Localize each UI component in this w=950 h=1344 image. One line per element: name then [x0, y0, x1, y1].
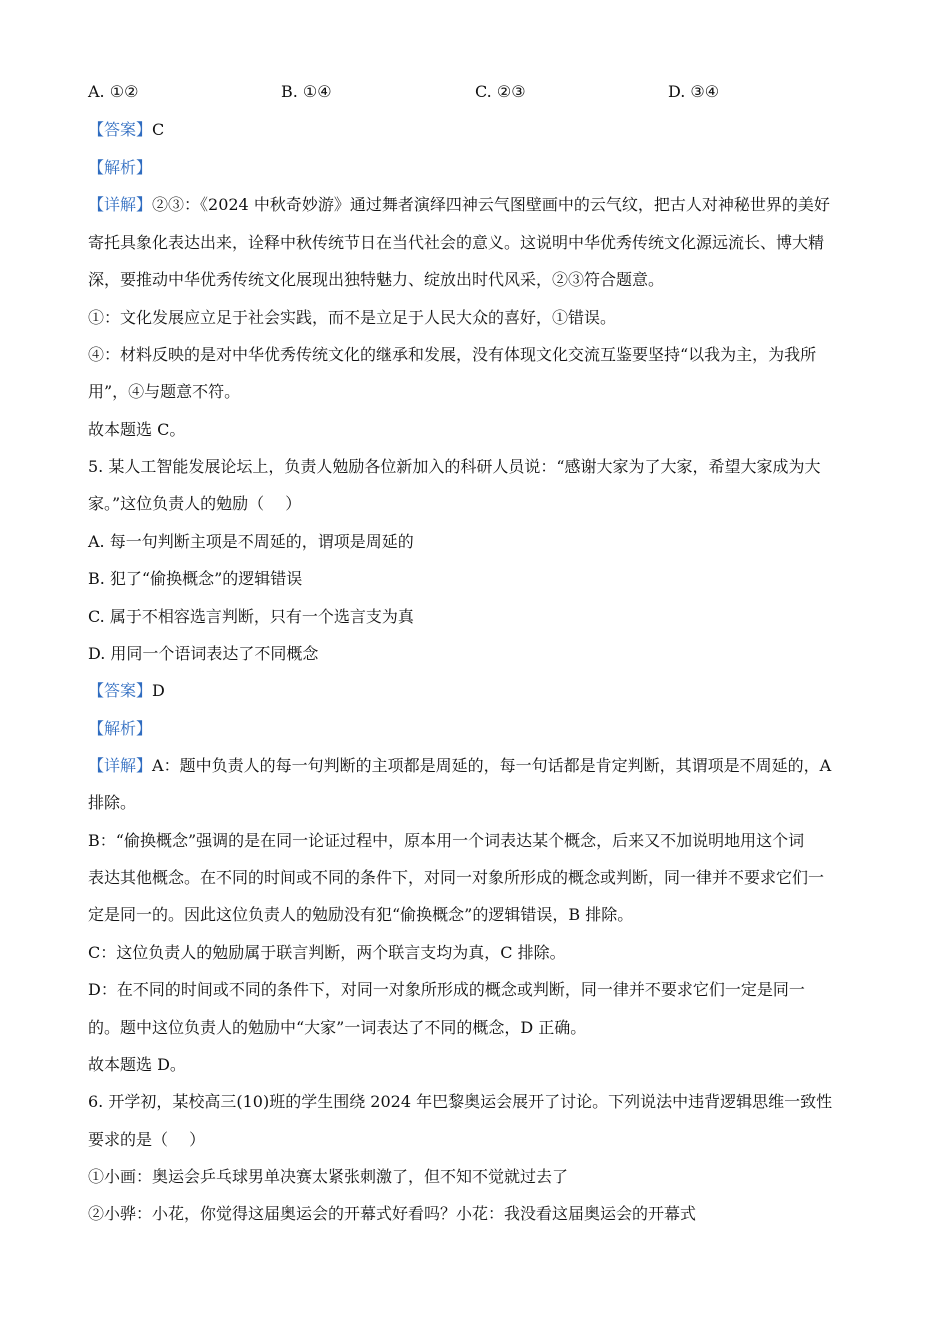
q5-detail-line: 的。题中这位负责人的勉励中“大家”一词表达了不同的概念，D 正确。 — [88, 1018, 587, 1037]
q5-detail-line: 定是同一的。因此这位负责人的勉励没有犯“偷换概念”的逻辑错误，B 排除。 — [88, 905, 634, 924]
answer-tag: 【答案】 — [88, 681, 153, 700]
question-6-stem: 要求的是（ ） — [88, 1130, 206, 1149]
q5-detail-line: 表达其他概念。在不同的时间或不同的条件下，对同一对象所形成的概念或判断，同一律并不要求它们一 — [88, 868, 825, 887]
question-5-stem: 5. 某人工智能发展论坛上，负责人勉励各位新加入的科研人员说：“感谢大家为了大家，希望大家成为大 — [88, 457, 821, 476]
answer-value: D — [152, 681, 165, 700]
q5-detail-line: 排除。 — [88, 793, 137, 812]
q5-detail-line: D：在不同的时间或不同的条件下，对同一对象所形成的概念或判断，同一律并不要求它们一定是同一 — [88, 980, 805, 999]
answer-value: C — [152, 120, 165, 139]
option-b: B. ①④ — [281, 82, 332, 101]
detail-line: 深，要推动中华优秀传统文化展现出独特魅力、绽放出时代风采，②③符合题意。 — [88, 270, 665, 289]
detail-tag: 【详解】 — [88, 195, 153, 214]
q5-detail-line: B：“偷换概念”强调的是在同一论证过程中，原本用一个词表达某个概念，后来又不加说明地用这个词 — [88, 831, 805, 850]
option-d: D. ③④ — [668, 82, 720, 101]
q5-option-d: D. 用同一个语词表达了不同概念 — [88, 644, 319, 663]
answer-line — [88, 120, 868, 140]
q5-detail-line: 【详解】A：题中负责人的每一句判断的主项都是周延的，每一句话都是肯定判断，其谓项是不周延的，A — [88, 756, 832, 775]
analysis-tag: 【解析】 — [88, 158, 153, 177]
option-a: A. ①② — [88, 82, 139, 101]
detail-tag: 【详解】 — [88, 756, 153, 775]
q5-option-c: C. 属于不相容选言判断，只有一个选言支为真 — [88, 607, 414, 626]
option-c: C. ②③ — [475, 82, 526, 101]
question-5-stem: 家。”这位负责人的勉励（ ） — [88, 494, 302, 513]
q6-item-1: ①小画：奥运会乒乓球男单决赛太紧张刺激了，但不知不觉就过去了 — [88, 1167, 569, 1186]
q5-answer-line — [88, 681, 868, 701]
detail-line: 用”，④与题意不符。 — [88, 382, 241, 401]
q5-conclusion-line: 故本题选 D。 — [88, 1055, 186, 1074]
detail-line: 寄托具象化表达出来，诠释中秋传统节日在当代社会的意义。这说明中华优秀传统文化源远流长、博大精 — [88, 233, 825, 252]
question-6-stem: 6. 开学初，某校高三(10)班的学生围绕 2024 年巴黎奥运会展开了讨论。下列说法中违背逻辑思维一致性 — [88, 1092, 833, 1111]
q5-option-b: B. 犯了“偷换概念”的逻辑错误 — [88, 569, 303, 588]
answer-tag: 【答案】 — [88, 120, 153, 139]
q5-detail-line: C：这位负责人的勉励属于联言判断，两个联言支均为真，C 排除。 — [88, 943, 566, 962]
conclusion-line: 故本题选 C。 — [88, 420, 186, 439]
q5-analysis-tag: 【解析】 — [88, 719, 153, 738]
q6-item-2: ②小骅：小花，你觉得这届奥运会的开幕式好看吗？小花：我没看这届奥运会的开幕式 — [88, 1204, 697, 1223]
q5-option-a: A. 每一句判断主项是不周延的，谓项是周延的 — [88, 532, 414, 551]
detail-line: 【详解】②③：《2024 中秋奇妙游》通过舞者演绎四神云气图壁画中的云气纹，把古人对神秘世界的美好 — [88, 195, 830, 214]
detail-line: ④：材料反映的是对中华优秀传统文化的继承和发展，没有体现文化交流互鉴要坚持“以我为主，为我所 — [88, 345, 817, 364]
detail-line: ①：文化发展应立足于社会实践，而不是立足于人民大众的喜好，①错误。 — [88, 308, 617, 327]
